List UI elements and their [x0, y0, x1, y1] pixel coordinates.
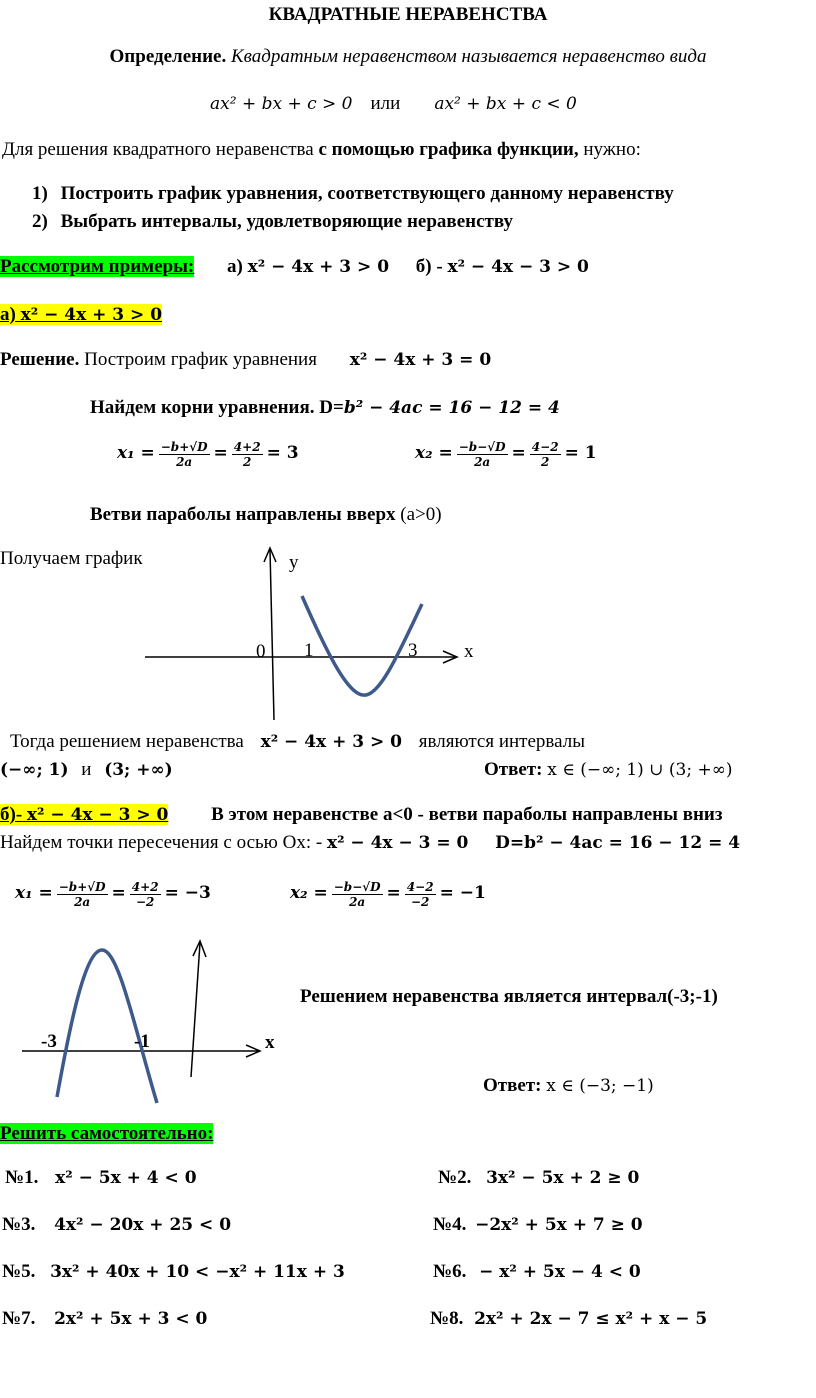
graph-b: [0, 935, 300, 1115]
x1-fraction: [159, 440, 210, 469]
exercise-number: №3.: [2, 1214, 36, 1235]
exercise-expr: 4x² − 20x + 25 < 0: [54, 1215, 232, 1235]
intro-suffix: нужно:: [583, 139, 641, 160]
x2-label: x₂ =: [415, 443, 453, 464]
branches-rest: (a>0): [400, 504, 442, 525]
examples-line: [0, 256, 589, 278]
exercise-4: [433, 1214, 643, 1236]
frac-den: −2: [410, 895, 430, 909]
definition-label: Определение.: [109, 46, 227, 67]
find-line: [0, 832, 740, 854]
example-a-heading: [0, 304, 162, 326]
branches-line: [90, 504, 442, 526]
x1-fraction-2: [130, 880, 161, 909]
frac-num: −b+√D: [58, 880, 106, 894]
x1-fraction: [57, 880, 108, 909]
branches-bold: Ветви параболы направлены вверх: [90, 504, 396, 525]
frac-den: 2a: [349, 895, 366, 909]
frac-num: −b−√D: [458, 440, 506, 454]
x2-fraction: [457, 440, 508, 469]
tick-3-label: 3: [408, 640, 418, 661]
exercise-expr: 2x² + 5x + 3 < 0: [54, 1309, 208, 1329]
frac-num: 4−2: [531, 440, 559, 454]
solution-b: Решением неравенства является интервал(-3;-1): [300, 986, 718, 1007]
examples-label: Рассмотрим примеры:: [0, 256, 195, 277]
definition-forms: [210, 93, 577, 115]
roots-label: Найдем корни уравнения. D=: [90, 397, 344, 418]
page-title: КВАДРАТНЫЕ НЕРАВЕНСТВА: [268, 4, 548, 25]
frac-den: 2: [243, 455, 252, 469]
form-less: ax² + bx + c < 0: [434, 94, 577, 114]
x1-fraction-2: [232, 440, 263, 469]
step-text: Построить график уравнения, соответствующего данному неравенству: [60, 183, 674, 204]
step-text: Выбрать интервалы, удовлетворяющие неравенству: [60, 211, 513, 232]
root-x1-b: x₁ = $\frac{-b+√D}{2a}$ = $\frac{4+2}{-2}$ = −3: [15, 880, 211, 909]
y-axis: [191, 943, 200, 1077]
and-word: и: [81, 759, 92, 780]
answer-label: Ответ:: [483, 1075, 542, 1096]
solution-text: Построим график уравнения: [84, 349, 317, 370]
frac-num: 4−2: [406, 880, 434, 894]
exercise-expr: 2x² + 2x − 7 ≤ x² + x − 5: [474, 1309, 708, 1329]
discriminant-a: b² − 4ac = 16 − 12 = 4: [343, 398, 560, 418]
exercise-number: №1.: [5, 1167, 39, 1188]
tick-minus1-label: -1: [134, 1031, 150, 1052]
exercise-2: [438, 1167, 639, 1189]
exercise-6: [433, 1261, 641, 1283]
roots-line: [90, 397, 560, 419]
x-axis-label: x: [464, 641, 474, 662]
interval-1: (−∞; 1): [0, 760, 69, 780]
frac-den: 2a: [74, 895, 91, 909]
root-x1-a: x₁ = $\frac{-b+√D}{2a}$ = $\frac{4+2}{2}$ = 3: [117, 440, 299, 469]
interval-2: (3; +∞): [104, 760, 173, 780]
root-x2-a: x₂ = $\frac{-b-√D}{2a}$ = $\frac{4-2}{2}$ = 1: [415, 440, 597, 469]
discriminant-b: D=b² − 4ac = 16 − 12 = 4: [495, 833, 741, 853]
intro-text: [2, 139, 641, 161]
frac-num: 4+2: [131, 880, 159, 894]
heading-label: б)-: [0, 804, 23, 825]
example-b-label: б) -: [415, 256, 443, 277]
frac-den: 2a: [474, 455, 491, 469]
frac-den: −2: [135, 895, 155, 909]
answer-value: x ∈ (−3; −1): [546, 1076, 654, 1096]
exercise-expr: x² − 5x + 4 < 0: [55, 1168, 197, 1188]
definition-text: Квадратным неравенством называется неравенство вида: [230, 46, 707, 67]
answer-value: x ∈ (−∞; 1) ∪ (3; +∞): [547, 760, 733, 780]
example-b-note: В этом неравенстве a<0 - ветви параболы направлены вниз: [211, 804, 723, 825]
example-a-heading-box: [0, 304, 162, 325]
y-axis-label: y: [289, 552, 299, 573]
exercise-expr: − x² + 5x − 4 < 0: [479, 1262, 641, 1282]
exercise-expr: 3x² − 5x + 2 ≥ 0: [486, 1168, 640, 1188]
exercise-number: №7.: [2, 1308, 36, 1329]
then-suffix: являются интервалы: [418, 731, 585, 752]
definition: [0, 46, 816, 68]
step-2: [32, 211, 513, 233]
exercise-7: [2, 1308, 207, 1330]
example-a-expr: x² − 4x + 3 > 0: [247, 257, 390, 277]
answer-b: [483, 1075, 654, 1097]
step-1: [32, 183, 674, 205]
exercise-5: [2, 1261, 345, 1283]
exercise-expr: 3x² + 40x + 10 < −x² + 11x + 3: [50, 1262, 345, 1282]
exercise-number: №6.: [433, 1261, 467, 1282]
step-number: 2): [32, 211, 48, 232]
tick-1-label: 1: [304, 640, 314, 661]
parabola-down: [57, 950, 157, 1103]
then-line: [10, 731, 585, 753]
frac-den: 2: [541, 455, 550, 469]
graph-a: [0, 540, 816, 730]
heading-expr: x² − 4x − 3 > 0: [26, 805, 169, 825]
x2-fraction-2: [530, 440, 561, 469]
exercises-label: Решить самостоятельно:: [0, 1123, 214, 1144]
example-b-heading: [0, 804, 723, 826]
parabola-up: [302, 596, 422, 695]
answer-label: Ответ:: [484, 759, 543, 780]
exercise-number: №2.: [438, 1167, 472, 1188]
example-b-expr: x² − 4x − 3 > 0: [447, 257, 589, 277]
exercise-number: №8.: [430, 1308, 464, 1329]
origin-label: 0: [256, 641, 266, 662]
x1-label: x₁ =: [15, 883, 53, 904]
solution-label: Решение.: [0, 349, 80, 370]
graph-caption: Получаем график: [0, 548, 143, 569]
intro-bold: с помощью графика функции,: [318, 139, 579, 160]
find-expr: x² − 4x − 3 = 0: [326, 833, 469, 853]
x-axis-label: x: [265, 1032, 275, 1053]
answer-a: [484, 759, 732, 781]
frac-num: −b+√D: [160, 440, 208, 454]
find-text: Найдем точки пересечения с осью Ох: -: [0, 832, 323, 853]
then-expr: x² − 4x + 3 > 0: [260, 732, 403, 752]
x2-result: = −1: [439, 883, 486, 904]
exercise-8: [430, 1308, 707, 1330]
exercise-number: №4.: [433, 1214, 467, 1235]
example-a-label: а): [227, 256, 243, 277]
x2-result: = 1: [564, 443, 597, 464]
or-word: или: [370, 93, 401, 114]
y-axis: [270, 550, 274, 720]
x1-label: x₁ =: [117, 443, 155, 464]
heading-label: а): [0, 304, 16, 325]
frac-num: 4+2: [233, 440, 261, 454]
x2-fraction-2: [405, 880, 436, 909]
exercise-expr: −2x² + 5x + 7 ≥ 0: [475, 1215, 643, 1235]
intro-prefix: Для решения квадратного неравенства: [2, 139, 314, 160]
x1-result: = −3: [164, 883, 211, 904]
heading-expr: x² − 4x + 3 > 0: [20, 305, 163, 325]
intervals-line: [0, 759, 173, 781]
exercise-3: [2, 1214, 231, 1236]
solution-equation: x² − 4x + 3 = 0: [349, 350, 492, 370]
x2-fraction: [332, 880, 383, 909]
root-x2-b: x₂ = $\frac{-b-√D}{2a}$ = $\frac{4-2}{-2}$ = −1: [290, 880, 486, 909]
frac-num: −b−√D: [333, 880, 381, 894]
frac-den: 2a: [176, 455, 193, 469]
exercise-1: [5, 1167, 197, 1189]
tick-minus3-label: -3: [41, 1031, 57, 1052]
then-text: Тогда решением неравенства: [10, 731, 244, 752]
example-b-heading-box: [0, 804, 168, 825]
solution-line: [0, 349, 491, 371]
exercises-heading: [0, 1123, 213, 1145]
form-greater: ax² + bx + c > 0: [210, 94, 353, 114]
x2-label: x₂ =: [290, 883, 328, 904]
exercise-number: №5.: [2, 1261, 36, 1282]
step-number: 1): [32, 183, 48, 204]
x1-result: = 3: [266, 443, 299, 464]
